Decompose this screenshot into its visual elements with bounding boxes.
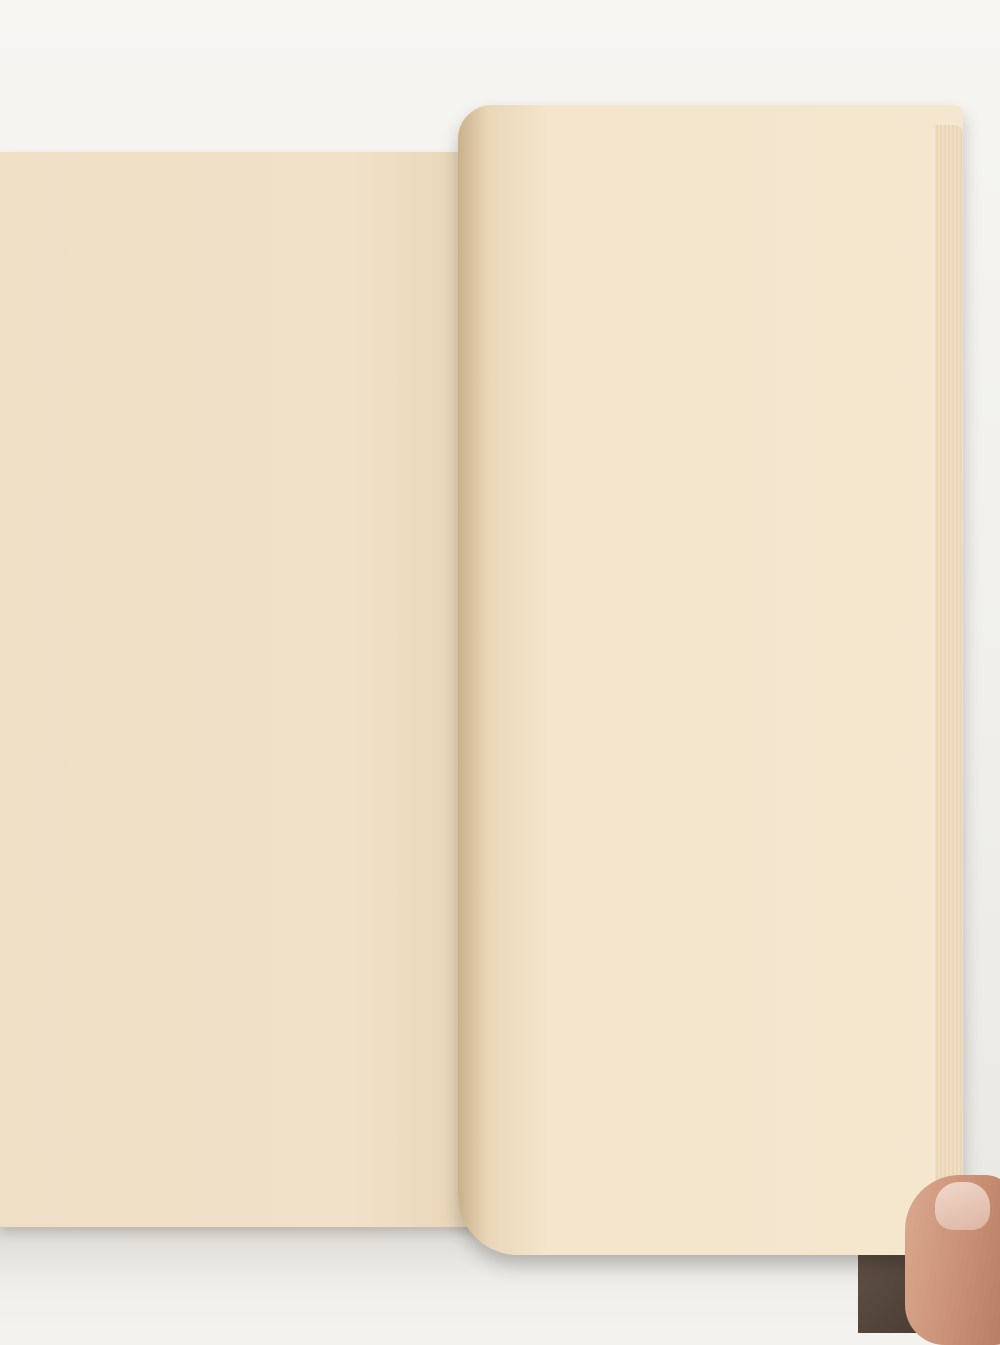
page-edges (935, 125, 963, 1235)
left-page (0, 152, 505, 1227)
thumb-nail (935, 1182, 990, 1230)
right-page (458, 105, 963, 1255)
